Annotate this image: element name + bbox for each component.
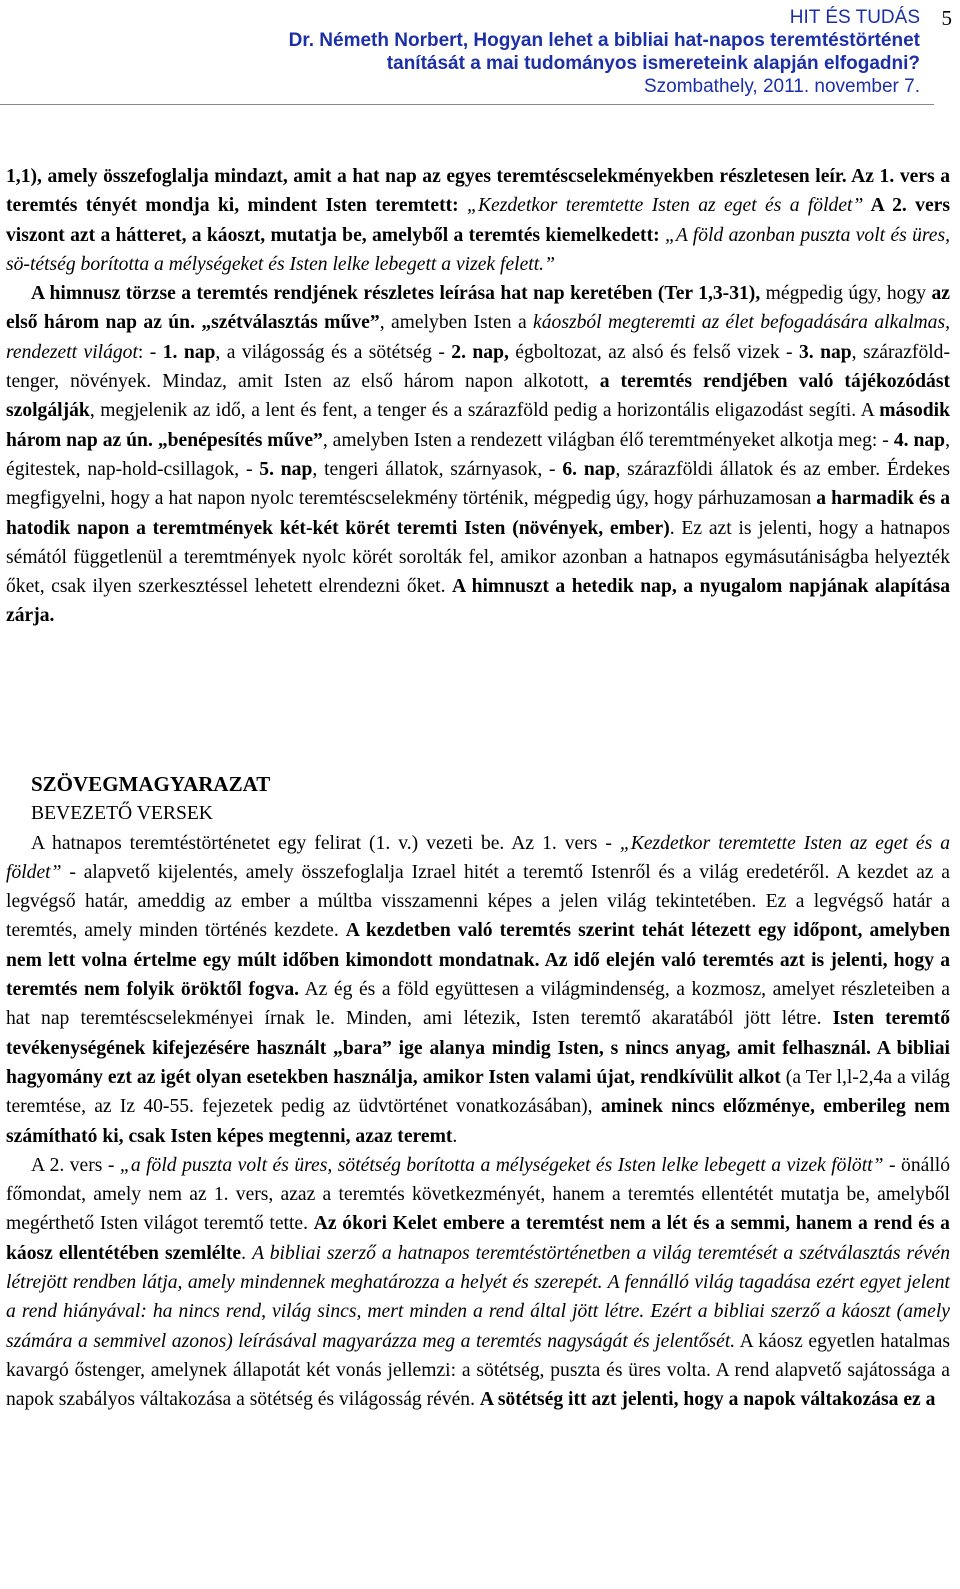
text-run: A 2. vers - (31, 1154, 120, 1176)
text-run: 6. nap (562, 458, 616, 480)
text-run: , megjelenik az idő, a lent és fent, a tenger és a szárazföld pedig a horizontális eligazodást segíti. A (89, 400, 880, 422)
text-run: Az ég és a föld együttesen a világmindenség, a kozmosz, amelyet részleteiben a hat nap teremtéscselekményei írnak le. Minden, ami létezik, Isten teremtő akaratából jött létre. (6, 979, 951, 1030)
text-run: a teremtés rendjében való tájékozódást szolgálják (6, 371, 950, 422)
paragraph-summary (6, 162, 950, 279)
quote-run: „a föld puszta volt és üres, sötétség borította a mélységeket és Isten lelke lebegett a vizek fölött” (119, 1154, 884, 1176)
paragraph-verse-1 (6, 829, 950, 1151)
text-run: 4. nap (893, 429, 946, 451)
journal-name: HIT ÉS TUDÁS (789, 7, 920, 28)
text-run: . (452, 1125, 458, 1147)
quote-run: „A föld azonban puszta volt és üres, sö-tétség borította a mélységeket és Isten lelke lebegett a vizek felett.” (6, 224, 950, 275)
place-date: Szombathely, 2011. november 7. (643, 76, 920, 97)
text-run: 3. nap (798, 341, 852, 363)
quote-run: „Kezdetkor teremtette Isten az eget és a földet” (458, 195, 864, 217)
text-run: A himnusz törzse a teremtés rendjének részletes leírása hat nap keretében (Ter 1,3-31), (31, 283, 761, 305)
text-run: káoszból megteremti az élet befogadására alkalmas, rendezett világot (6, 312, 950, 363)
body-text-commentary (6, 770, 950, 1415)
text-run: a harmadik és a hatodik napon a teremtmények két-két körét teremti Isten (növények, ember) (6, 488, 950, 539)
text-run: , amelyben Isten a rendezett világban élő teremtményeket alkotja meg: - (322, 429, 894, 451)
text-run: az első három nap az ún. (6, 283, 950, 334)
text-run: Az ókori Kelet embere a teremtést nem a lét és a semmi, hanem a rend és a káosz ellentétében szemlélte (6, 1213, 950, 1264)
text-run: : - (137, 341, 163, 363)
text-run: A bibliai szerző a hatnapos teremtéstörténetben a világ teremtését a szétválasztás révén létrejött rendben látja, amely mindennek meghatározza a helyét és szerepét. A fennálló világ tagadása ezért egyet jelent a rend hiányával: ha nincs rend, világ sincs, mert minden a rend által jött létre. Ezért a bibliai szerző a káoszt (amely számára a semmivel azonos) leírásával magyarázza meg a teremtés nagyságát és jelentősét. (6, 1242, 951, 1352)
text-run: 5. nap (259, 458, 313, 480)
text-run: - önálló főmondat, amely nem az 1. vers, azaz a teremtés következményét, hanem a teremtés ellentétét mutatja be, amelyből megérthető Isten világot teremtő tette. (6, 1154, 951, 1235)
text-run: A himnuszt a hetedik nap, a nyugalom napjának alapítása zárja. (6, 576, 950, 627)
text-run: Isten teremtő tevékenységének kifejezésére használt „bara” ige alanya mindig Isten, s nincs anyag, amit felhasznál. A bibliai hagyomány ezt az igét olyan esetekben használja, amikor Isten valami újat, rendkívülit alkot (6, 1008, 951, 1088)
text-run: A káosz egyetlen hatalmas kavargó őstenger, amelynek állapotát két vonás jellemzi: a sötétség, puszta és üres volta. A rend alapvető sajátossága a napok szabályos váltakozása a sötétség és világosság révén. (6, 1330, 950, 1411)
text-run: - alapvető kijelentés, amely összefoglalja Izrael hitét a teremtő Istenről és a világ eredetéről. A kezdet az a legvégső határ, ameddig az ember a múltba visszamenni képes a jelen világ tekintetében. Ez a legvégső határ a teremtés, amely minden történés kezdete. (6, 861, 950, 942)
text-run: . Ez azt is jelenti, hogy a hatnapos sémától függetlenül a teremtmények nyolc körét sorolták fel, amikor azonban a hatnapos egymásutániságba helyezték őket, csak ilyen szerkesztéssel lehetett elrendezni őket. (6, 517, 951, 598)
text-run: , szárazföldi állatok és az ember. Érdekes megfigyelni, hogy a hat napon nyolc teremtéscselekmény történik, mégpedig úgy, hogy párhuzamosan (6, 458, 951, 510)
section-subheading: BEVEZETŐ VERSEK (31, 803, 213, 825)
text-run: „benépesítés műve” (152, 429, 323, 451)
text-run: A sötétség itt azt jelenti, hogy a napok váltakozása ez a (479, 1389, 936, 1411)
article-title-line-1: Dr. Németh Norbert, Hogyan lehet a bibliai hat-napos teremtéstörténet (288, 30, 920, 51)
text-run: , a világosság és a sötétség - (215, 341, 452, 363)
text-run: „szétválasztás műve” (194, 312, 380, 334)
page-number: 5 (941, 6, 952, 30)
paragraph-hymn-body (6, 279, 950, 631)
text-run: égboltozat, az alsó és felső vizek - (508, 341, 799, 363)
header-rule (0, 104, 934, 105)
text-run: , égitestek, nap-hold-csillagok, - (6, 429, 950, 480)
text-run: A hatnapos teremtéstörténetet egy felirat (1. v.) vezeti be. Az 1. vers - (31, 832, 620, 854)
text-run: mégpedig úgy, hogy (760, 283, 932, 305)
text-run: . (241, 1242, 253, 1264)
text-run: aminek nincs előzménye, emberileg nem számítható ki, csak Isten képes megtenni, azaz teremt (6, 1096, 950, 1147)
text-run: A 2. vers viszont azt a hátteret, a káoszt, mutatja be, amelyből a teremtés kiemelkedett: (6, 195, 950, 246)
text-run: 1,1), amely összefoglalja mindazt, amit a hat nap az egyes teremtéscselekményekben részletesen leír. Az 1. vers a teremtés tényét mondja ki, mindent Isten teremtett: (6, 166, 950, 217)
text-run: A kezdetben való teremtés szerint tehát létezett egy időpont, amelyben nem lett volna értelme egy múlt időben kimondott mondatnak. Az idő elején való teremtés azt is jelenti, hogy a teremtés nem folyik öröktől fogva. (6, 920, 950, 1001)
paragraph-verse-2 (6, 1151, 950, 1415)
section-heading: SZÖVEGMAGYARAZAT (31, 772, 271, 796)
text-run: második három nap az ún. (6, 400, 950, 451)
text-run: , tengeri állatok, szárnyasok, - (312, 458, 563, 480)
running-header (289, 6, 920, 98)
text-run: , szárazföld-tenger, növények. Mindaz, amit Isten az első három napon alkotott, (6, 341, 951, 393)
body-text-top (6, 162, 950, 631)
text-run: , amelyben Isten a (379, 312, 534, 334)
article-title-line-2: tanítását a mai tudományos ismereteink alapján elfogadni? (386, 53, 920, 74)
text-run: 1. nap (162, 341, 216, 363)
quote-run: „Kezdetkor teremtette Isten az eget és a földet” (6, 832, 951, 883)
text-run: (a Ter l,l-2,4a a világ teremtése, az Iz 40-55. fejezetek pedig az üdvtörténet vonatkozásában), (6, 1066, 950, 1118)
text-run: 2. nap, (451, 341, 509, 363)
